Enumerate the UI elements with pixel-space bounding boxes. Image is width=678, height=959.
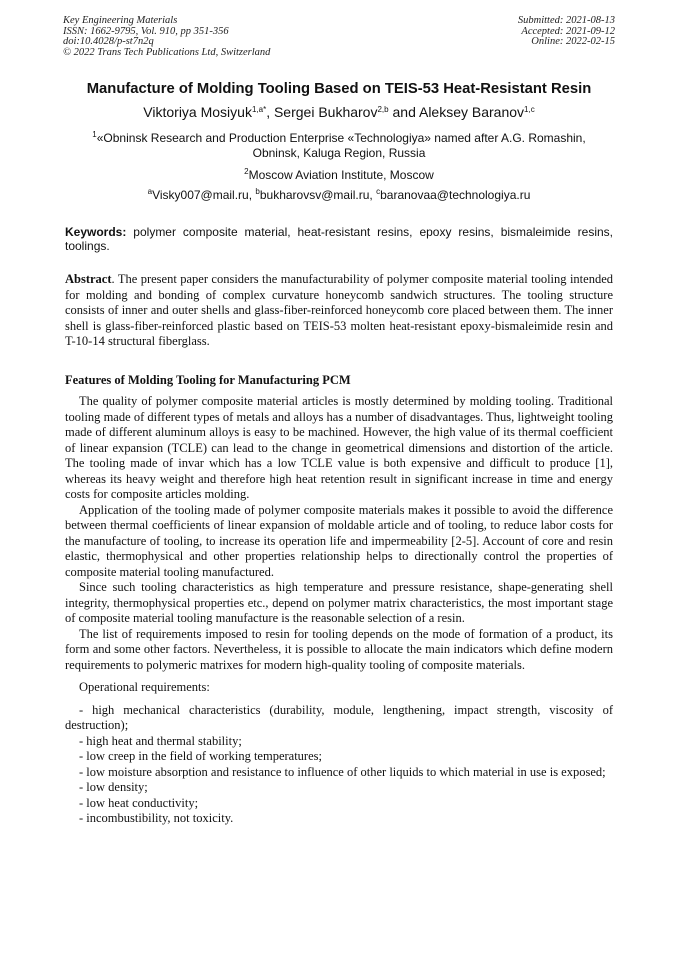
email-sup: b <box>255 187 260 196</box>
author-name: Viktoriya Mosiyuk <box>143 104 252 120</box>
section-body <box>65 394 613 827</box>
email-link[interactable]: Visky007@mail.ru, <box>152 188 256 202</box>
author-sup: 1,c <box>524 105 535 114</box>
list-intro: Operational requirements: <box>79 680 210 694</box>
online-date: Online: 2022-02-15 <box>531 36 615 48</box>
author-name: Aleksey Baranov <box>418 104 525 120</box>
journal-name: Key Engineering Materials <box>63 15 178 26</box>
affiliation-sup: 2 <box>244 167 249 176</box>
journal-copyright: © 2022 Trans Tech Publications Ltd, Switzerland <box>63 46 271 58</box>
author-separator: , <box>266 104 274 120</box>
affiliation-2 <box>50 168 628 183</box>
affiliation-line: «Obninsk Research and Production Enterprise «Technologiya» named after A.G. Romashin, <box>96 131 586 145</box>
list-item: - high heat and thermal stability; <box>79 733 242 748</box>
email-list <box>40 188 638 202</box>
list-item: - low moisture absorption and resistance to influence of other liquids to which material in use is exposed; <box>79 764 606 779</box>
submitted-date: Submitted: 2021-08-13 <box>517 15 615 26</box>
abstract <box>65 272 613 350</box>
email-sup: a <box>147 187 153 196</box>
email-link[interactable]: baranovaa@technologiya.ru <box>380 188 531 202</box>
paragraph: The list of requirements imposed to resin for tooling depends on the mode of formation of a product, its form and some other factors. Nevertheless, it is possible to allocate the main indicators which define modern requirements to polymeric matrixes for modern high-quality tooling of composite materials. <box>65 626 613 672</box>
abstract-label: Abstract <box>65 272 112 286</box>
author-separator: and <box>388 104 419 120</box>
accepted-date: Accepted: 2021-09-12 <box>521 25 615 37</box>
paragraph: The quality of polymer composite material articles is mostly determined by molding tooling. Traditional tooling made of different types of metals and alloys has a number of disadvantages. Thus, lightweight tooling made of different aluminum alloys is easy to be machined. However, the high value of its thermal coefficient of linear expansion (TCLE) can lead to the change in geometrical dimensions and distortion of the article. The tooling made of invar which has a low TCLE value is both expensive and difficult to produce [1], whereas its heavy weight and therefore high heat retention result in significant increase in time and energy costs for composite articles molding. <box>65 394 613 501</box>
affiliation-line: Moscow Aviation Institute, Moscow <box>248 168 434 182</box>
journal-doi: doi:10.4028/p-st7n2q <box>63 36 154 48</box>
list-item: - low creep in the field of working temperatures; <box>79 749 322 763</box>
paper-title: Manufacture of Molding Tooling Based on TEIS-53 Heat-Resistant Resin <box>86 81 592 97</box>
list-item: - low heat conductivity; <box>79 795 199 810</box>
journal-issn: ISSN: 1662-9795, Vol. 910, pp 351-356 <box>63 25 229 37</box>
keywords <box>65 225 613 253</box>
paragraph: Since such tooling characteristics as high temperature and pressure resistance, shape-generating shell integrity, thermophysical properties etc., depend on polymer matrix characteristics, the most important stage of composite material tooling manufacture is the reasonable selection of a resin. <box>65 580 613 625</box>
paragraph: Application of the tooling made of polymer composite materials makes it possible to avoid the difference between thermal coefficients of linear expansion of moldable article and of tooling, to reduce labor costs for the manufacture of tooling, to increase its operation life and impermeability [2-5]. Account of core and resin elastic, thermophysical and other properties relationship helps to directionally control the properties of composite material tooling manufactured. <box>65 502 613 579</box>
keywords-text: polymer composite material, heat-resistant resins, epoxy resins, bismaleimide resins, toolings. <box>65 225 613 253</box>
abstract-text: . The present paper considers the manufacturability of polymer composite material tooling intended for molding and bonding of complex curvature honeycomb sandwich structures. The tooling structure consists of inner and outer shells and glass-fiber-reinforced honeycomb core placed between them. The inner shell is glass-fiber-reinforced plastic based on TEIS-53 molten heat-resistant epoxy-bismaleimide resin and T-10-14 structural fiberglass. <box>65 272 613 348</box>
affiliation-sup: 1 <box>92 130 97 139</box>
affiliation-1 <box>50 131 628 161</box>
affiliation-line: Obninsk, Kaluga Region, Russia <box>252 146 426 160</box>
email-sup: c <box>376 187 381 196</box>
journal-info <box>63 16 270 58</box>
dates-info <box>518 16 615 48</box>
list-item: - incombustibility, not toxicity. <box>79 811 234 825</box>
author-sup: 1,a* <box>251 105 267 114</box>
section-heading: Features of Molding Tooling for Manufacturing PCM <box>65 373 351 387</box>
author-name: Sergei Bukharov <box>273 104 378 120</box>
email-link[interactable]: bukharovsv@mail.ru, <box>259 188 377 202</box>
author-list <box>40 104 638 120</box>
keywords-label: Keywords: <box>65 225 127 239</box>
list-item: - low density; <box>79 780 148 794</box>
list-item: - high mechanical characteristics (durability, module, lengthening, impact strength, viscosity of destruction); <box>65 702 613 732</box>
author-sup: 2,b <box>377 105 389 114</box>
